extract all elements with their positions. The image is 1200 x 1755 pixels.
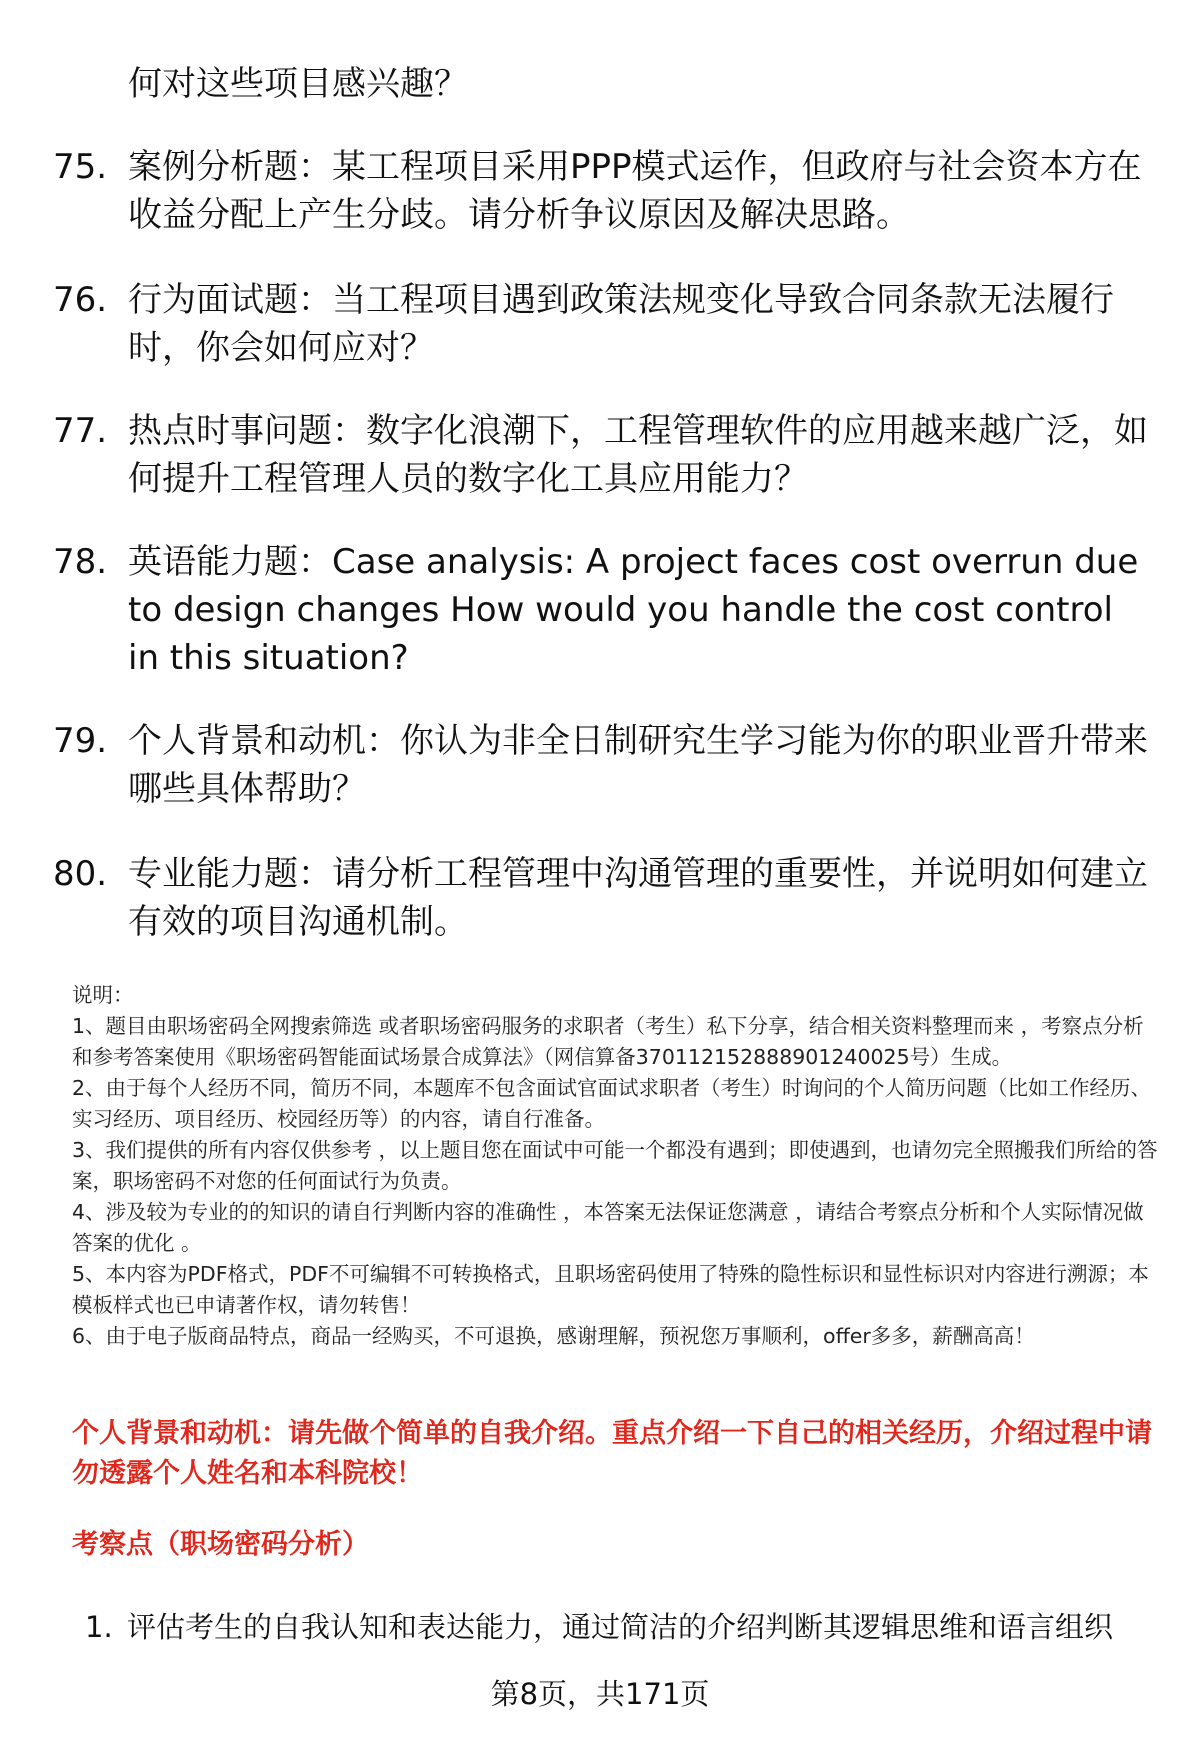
question-number: 77.: [53, 411, 108, 451]
question-number: 75.: [53, 147, 108, 187]
note-item: 5、本内容为PDF格式，PDF不可编辑不可转换格式，且职场密码使用了特殊的隐性标识和显性标识对内容进行溯源；本模板样式也已申请著作权，请勿转售！: [72, 1262, 1149, 1317]
notes-title: 说明：: [72, 983, 134, 1007]
question-number: 79.: [53, 721, 108, 761]
question-text: 个人背景和动机：你认为非全日制研究生学习能为你的职业晋升带来哪些具体帮助？: [128, 721, 1148, 809]
note-item: 6、由于电子版商品特点，商品一经购买，不可退换，感谢理解，预祝您万事顺利，offer多多，薪酬高高！: [72, 1324, 1035, 1348]
question-text: 专业能力题：请分析工程管理中沟通管理的重要性，并说明如何建立有效的项目沟通机制。: [128, 854, 1148, 942]
point-number: 1.: [85, 1610, 113, 1644]
question-text: 热点时事问题：数字化浪潮下，工程管理软件的应用越来越广泛，如何提升工程管理人员的数字化工具应用能力？: [128, 411, 1148, 499]
notes-section: [72, 980, 1162, 1352]
analysis-point: [85, 1605, 1113, 1649]
question-text: 案例分析题：某工程项目采用PPP模式运作，但政府与社会资本方在收益分配上产生分歧。请分析争议原因及解决思路。: [128, 147, 1142, 235]
section-heading: 考察点（职场密码分析）: [72, 1529, 369, 1560]
point-text: 评估考生的自我认知和表达能力，通过简洁的介绍判断其逻辑思维和语言组织: [127, 1610, 1114, 1644]
question-text: 行为面试题：当工程项目遇到政策法规变化导致合同条款无法履行时，你会如何应对？: [128, 280, 1114, 368]
question-text: 英语能力题：Case analysis: A project faces cost overrun due to design changes How would you handle the cost control in this situation?: [128, 542, 1139, 678]
note-item: 4、涉及较为专业的的知识的请自行判断内容的准确性 ，本答案无法保证您满意 ，请结合考察点分析和个人实际情况做答案的优化 。: [72, 1200, 1144, 1255]
note-item: 3、我们提供的所有内容仅供参考 ，以上题目您在面试中可能一个都没有遇到；即使遇到，也请勿完全照搬我们所给的答案，职场密码不对您的任何面试行为负责。: [72, 1138, 1158, 1193]
note-item: 1、题目由职场密码全网搜索筛选 或者职场密码服务的求职者（考生）私下分享，结合相关资料整理而来 ，考察点分析和参考答案使用《职场密码智能面试场景合成算法》（网信算备370112152888901240025号）生成。: [72, 1014, 1144, 1069]
page-footer: 第8页，共171页: [490, 1677, 710, 1711]
note-item: 2、由于每个人经历不同，简历不同，本题库不包含面试官面试求职者（考生）时询问的个人简历问题（比如工作经历、实习经历、项目经历、校园经历等）的内容，请自行准备。: [72, 1076, 1152, 1131]
question-number: 80.: [53, 854, 108, 894]
question-number: 76.: [53, 280, 108, 320]
red-question: 个人背景和动机：请先做个简单的自我介绍。重点介绍一下自己的相关经历，介绍过程中请勿透露个人姓名和本科院校！: [72, 1418, 1152, 1489]
question-number: 78.: [53, 542, 108, 582]
